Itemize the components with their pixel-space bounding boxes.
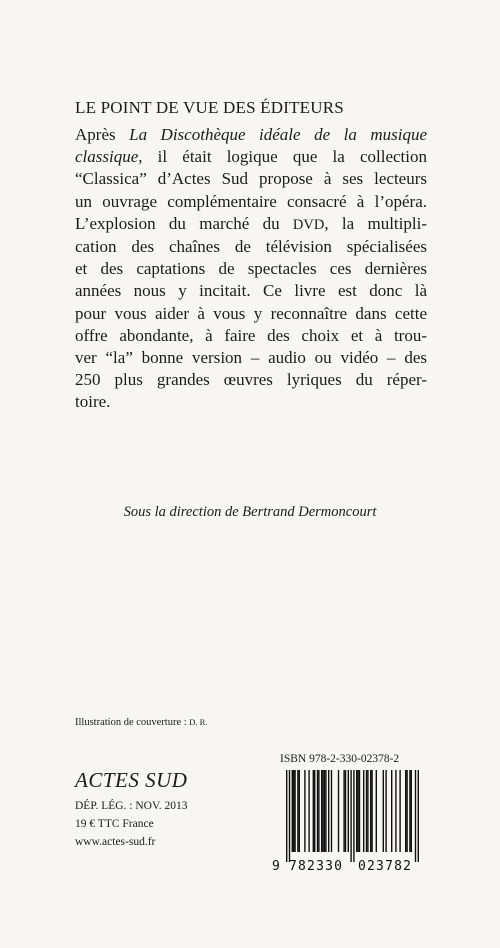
- barcode-bar: [370, 770, 371, 852]
- barcode-bar: [297, 770, 298, 852]
- barcode-bar: [325, 770, 326, 852]
- barcode-bar: [292, 770, 293, 852]
- barcode-bar: [356, 770, 357, 852]
- isbn-number: ISBN 978-2-330-02378-2: [280, 753, 400, 765]
- barcode-bar: [357, 770, 358, 852]
- book-title-cont: classique: [75, 147, 139, 167]
- barcode-bar: [321, 770, 322, 852]
- barcode-bars: [272, 770, 432, 862]
- barcode-bar: [299, 770, 300, 852]
- blurb-line-3: “Classica” d’Actes Sud propose à ses lecteurs: [75, 169, 427, 189]
- barcode-bar: [343, 770, 344, 852]
- barcode-bar: [286, 770, 287, 862]
- barcode-bar: [395, 770, 396, 852]
- blurb-line-11: ver “la” bonne version – audio ou vidéo – des: [75, 348, 427, 368]
- legal-deposit: DÉP. LÉG. : NOV. 2013: [75, 800, 188, 812]
- barcode-bar: [338, 770, 339, 852]
- barcode-bar: [359, 770, 360, 852]
- barcode-bar: [331, 770, 332, 852]
- barcode-first-digit: 9: [272, 859, 280, 874]
- website: www.actes-sud.fr: [75, 836, 156, 848]
- barcode-bar: [418, 770, 419, 862]
- barcode-bar: [391, 770, 392, 852]
- barcode-bar: [318, 770, 319, 852]
- publisher-name: ACTES SUD: [75, 768, 188, 792]
- blurb-line-1: Après La Discothèque idéale de la musique: [75, 125, 427, 144]
- barcode-bar: [293, 770, 294, 852]
- barcode-bar: [399, 770, 400, 852]
- blurb-line-9: pour vous aider à vous y reconnaître dans cette: [75, 303, 427, 323]
- barcode-bar: [348, 770, 349, 852]
- barcode-bar: [409, 770, 410, 852]
- barcode-bar: [383, 770, 384, 852]
- blurb-line-2: classique, il était logique que la collection: [75, 147, 427, 167]
- barcode-bar: [406, 770, 407, 852]
- barcode-bar: [317, 770, 318, 852]
- blurb-line-13: toire.: [75, 392, 111, 412]
- barcode-bar: [314, 770, 315, 852]
- barcode-bar: [313, 770, 314, 852]
- barcode-bar: [415, 770, 416, 862]
- price: 19 € TTC France: [75, 818, 154, 830]
- publication-info: [75, 797, 188, 851]
- illustration-credit: Illustration de couverture : D. R.: [75, 717, 208, 728]
- blurb-text: [75, 124, 427, 414]
- barcode-bar: [363, 770, 364, 852]
- barcode-left-group: 782330: [289, 859, 344, 874]
- blurb-line-5: L’explosion du marché du DVD, la multipli-: [75, 213, 427, 233]
- blurb-line-12: 250 plus grandes œuvres lyriques du réper-: [75, 370, 427, 390]
- barcode-bar: [367, 770, 368, 852]
- ean-barcode: [272, 770, 432, 870]
- barcode-bar: [376, 770, 377, 852]
- barcode-bar: [366, 770, 367, 852]
- section-heading: LE POINT DE VUE DES ÉDITEURS: [75, 98, 344, 117]
- barcode-bar: [322, 770, 323, 852]
- barcode-bar: [371, 770, 372, 852]
- barcode-bar: [385, 770, 386, 852]
- blurb-line-8: années nous y incitait. Ce livre est donc là: [75, 281, 427, 301]
- barcode-bar: [353, 770, 354, 862]
- barcode-bar: [345, 770, 346, 852]
- barcode-bar: [308, 770, 309, 852]
- barcode-bar: [411, 770, 412, 852]
- blurb-line-4: un ouvrage complémentaire consacré à l’opéra.: [75, 191, 427, 211]
- blurb-line-6: cation des chaînes de télévision spécialisées: [75, 237, 427, 257]
- barcode-bar: [304, 770, 305, 852]
- blurb-line-7: et des captations de spectacles ces dernières: [75, 259, 427, 279]
- book-title: La Discothèque idéale de la musique: [129, 125, 427, 144]
- barcode-bar: [324, 770, 325, 852]
- barcode-bar: [405, 770, 406, 852]
- barcode-digits: [272, 859, 432, 875]
- editor-credit: Sous la direction de Bertrand Dermoncourt: [123, 504, 377, 520]
- barcode-bar: [350, 770, 351, 862]
- barcode-bar: [328, 770, 329, 852]
- barcode-bar: [294, 770, 295, 852]
- barcode-right-group: 023782: [358, 859, 413, 874]
- barcode-bar: [289, 770, 290, 862]
- blurb-line-10: offre abondante, à faire des choix et à trou-: [75, 325, 427, 345]
